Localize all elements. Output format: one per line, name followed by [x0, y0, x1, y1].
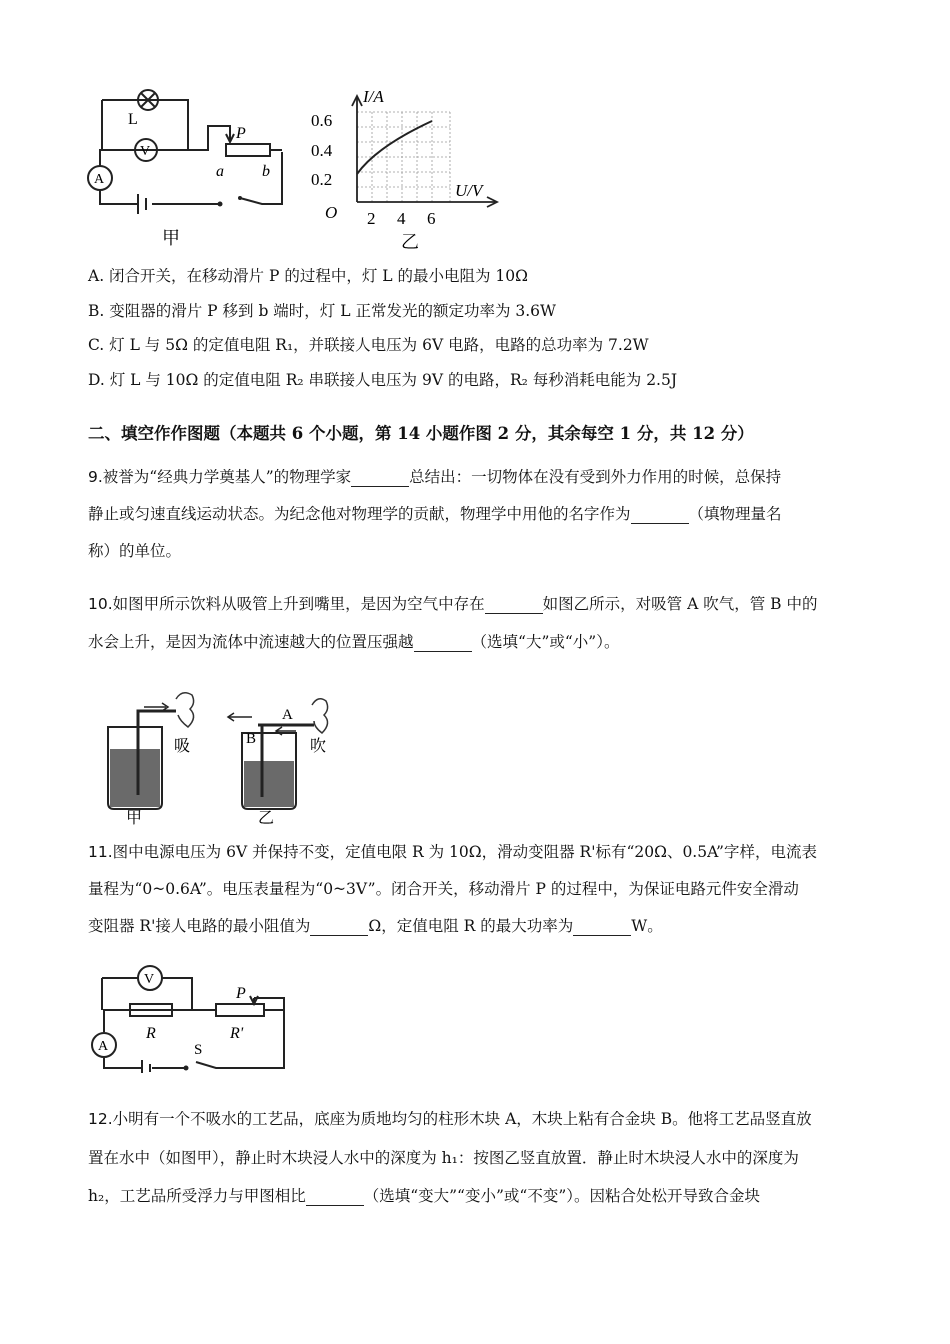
- voltmeter-label: V: [140, 144, 151, 159]
- x-tick-6: 6: [427, 209, 436, 228]
- q11-text: W。: [631, 917, 663, 935]
- ammeter-label: A: [94, 172, 105, 187]
- iu-curve: [357, 121, 432, 174]
- label-suck: 吸: [174, 738, 191, 755]
- q11-line1: [88, 840, 817, 862]
- option-a: A. 闭合开关，在移动滑片 P 的过程中，灯 L 的最小电阻为 10Ω: [88, 267, 528, 285]
- option-c: C. 灯 L 与 5Ω 的定值电阻 R₁，并联接人电压为 6V 电路，电路的总功率为 7.2W: [88, 336, 649, 354]
- y-tick-06: 0.6: [311, 111, 333, 130]
- q9-text: 总结出：一切物体在没有受到外力作用的时候，总保持: [409, 468, 782, 486]
- q12-line2: 置在水中（如图甲），静止时木块浸人水中的深度为 h₁：按图乙竖直放置．静止时木块浸人水中的深度为: [88, 1149, 799, 1167]
- q11-r-label: R: [146, 1025, 156, 1042]
- q12-number: 12.: [88, 1110, 113, 1128]
- q12-line1: [88, 1107, 812, 1129]
- figure-caption-yi: 乙: [401, 232, 419, 252]
- q9-text: （填物理量名: [688, 505, 782, 523]
- lamp-label: L: [128, 111, 138, 128]
- end-b-label: b: [262, 163, 270, 180]
- q11-line2: 量程为“0~0.6A”。电压表量程为“0~3V”。闭合开关，移动滑片 P 的过程中，为保证电路元件安全滑动: [88, 880, 799, 898]
- q12-text: （选填“变大”“变小”或“不变”）。因粘合处松开导致合金块: [363, 1187, 760, 1205]
- x-tick-2: 2: [367, 209, 376, 228]
- q10-text: （选填“大”或“小”）。: [471, 633, 620, 651]
- q10-text: 如图甲所示饮料从吸管上升到嘴里，是因为空气中存在: [112, 595, 485, 613]
- y-tick-02: 0.2: [311, 170, 333, 189]
- q10-blank-1[interactable]: [485, 599, 543, 614]
- option-b: B. 变阻器的滑片 P 移到 b 端时，灯 L 正常发光的额定功率为 3.6W: [88, 302, 556, 320]
- option-d: D. 灯 L 与 10Ω 的定值电阻 R₂ 串联接人电压为 9V 的电路，R₂ 每秒消耗电能为 2.5J: [88, 371, 678, 389]
- straw-figure: [100, 685, 350, 825]
- q11-rprime-label: R': [230, 1025, 244, 1042]
- q9-line1: [88, 465, 781, 487]
- slider-p-label: P: [236, 125, 246, 142]
- q12-line3: [88, 1184, 760, 1206]
- q9-line2: [88, 502, 782, 524]
- q9-number: 9.: [88, 468, 103, 486]
- q12-text: h₂，工艺品所受浮力与甲图相比: [88, 1187, 306, 1205]
- q11-text: 图中电源电压为 6V 并保持不变，定值电限 R 为 10Ω，滑动变阻器 R'标有“20Ω、0.5A”字样，电流表: [112, 843, 817, 861]
- q9-blank-1[interactable]: [351, 472, 409, 487]
- liquid-jia: [110, 749, 160, 807]
- x-axis-label: U/V: [455, 181, 483, 200]
- q9-line3: 称）的单位。: [88, 542, 182, 560]
- q10-line1: [88, 592, 817, 614]
- q12-text: 小明有一个不吸水的工艺品，底座为质地均匀的柱形木块 A，木块上粘有合金块 B。他将工艺品竖直放: [112, 1110, 812, 1128]
- q9-text: 静止或匀速直线运动状态。为纪念他对物理学的贡献，物理学中用他的名字作为: [88, 505, 631, 523]
- q10-number: 10.: [88, 595, 113, 613]
- caption-yi: 乙: [258, 810, 275, 825]
- q11-voltmeter-label: V: [144, 972, 155, 987]
- q11-ammeter-label: A: [98, 1039, 109, 1054]
- y-tick-04: 0.4: [311, 141, 333, 160]
- q10-text: 如图乙所示，对吸管 A 吹气，管 B 中的: [542, 595, 818, 613]
- q11-blank-1[interactable]: [310, 921, 368, 936]
- figure-caption-jia: 甲: [162, 228, 180, 248]
- q11-slider-label: P: [236, 985, 246, 1002]
- q10-text: 水会上升，是因为流体中流速越大的位置压强越: [88, 633, 414, 651]
- circuit-diagram-q11: [90, 958, 290, 1073]
- circuit-diagram-jia: [80, 88, 290, 253]
- label-a: A: [282, 707, 293, 723]
- label-b: B: [246, 731, 257, 747]
- label-blow: 吹: [310, 738, 327, 755]
- section-heading: 二、填空作作图题（本题共 6 个小题，第 14 小题作图 2 分，其余每空 1 分，共 12 分）: [88, 424, 754, 443]
- q12-blank-1[interactable]: [306, 1191, 364, 1206]
- q11-number: 11.: [88, 843, 113, 861]
- q10-blank-2[interactable]: [414, 637, 472, 652]
- liquid-yi: [244, 761, 294, 807]
- q11-text: Ω，定值电阻 R 的最大功率为: [368, 917, 574, 935]
- face-icon: [176, 693, 194, 727]
- x-tick-4: 4: [397, 209, 406, 228]
- q9-blank-2[interactable]: [631, 509, 689, 524]
- q10-line2: [88, 630, 619, 652]
- q11-blank-2[interactable]: [573, 921, 631, 936]
- caption-jia: 甲: [126, 810, 143, 825]
- q11-switch-label: S: [194, 1042, 203, 1058]
- face-icon: [312, 699, 328, 733]
- y-axis-label: I/A: [363, 87, 384, 106]
- q11-line3: [88, 914, 663, 936]
- origin-label: O: [325, 203, 338, 222]
- q11-text: 变阻器 R'接人电路的最小阻值为: [88, 917, 311, 935]
- q9-text: 被誉为“经典力学奠基人”的物理学家: [102, 468, 352, 486]
- end-a-label: a: [216, 163, 224, 180]
- iu-graph-yi: [305, 84, 505, 254]
